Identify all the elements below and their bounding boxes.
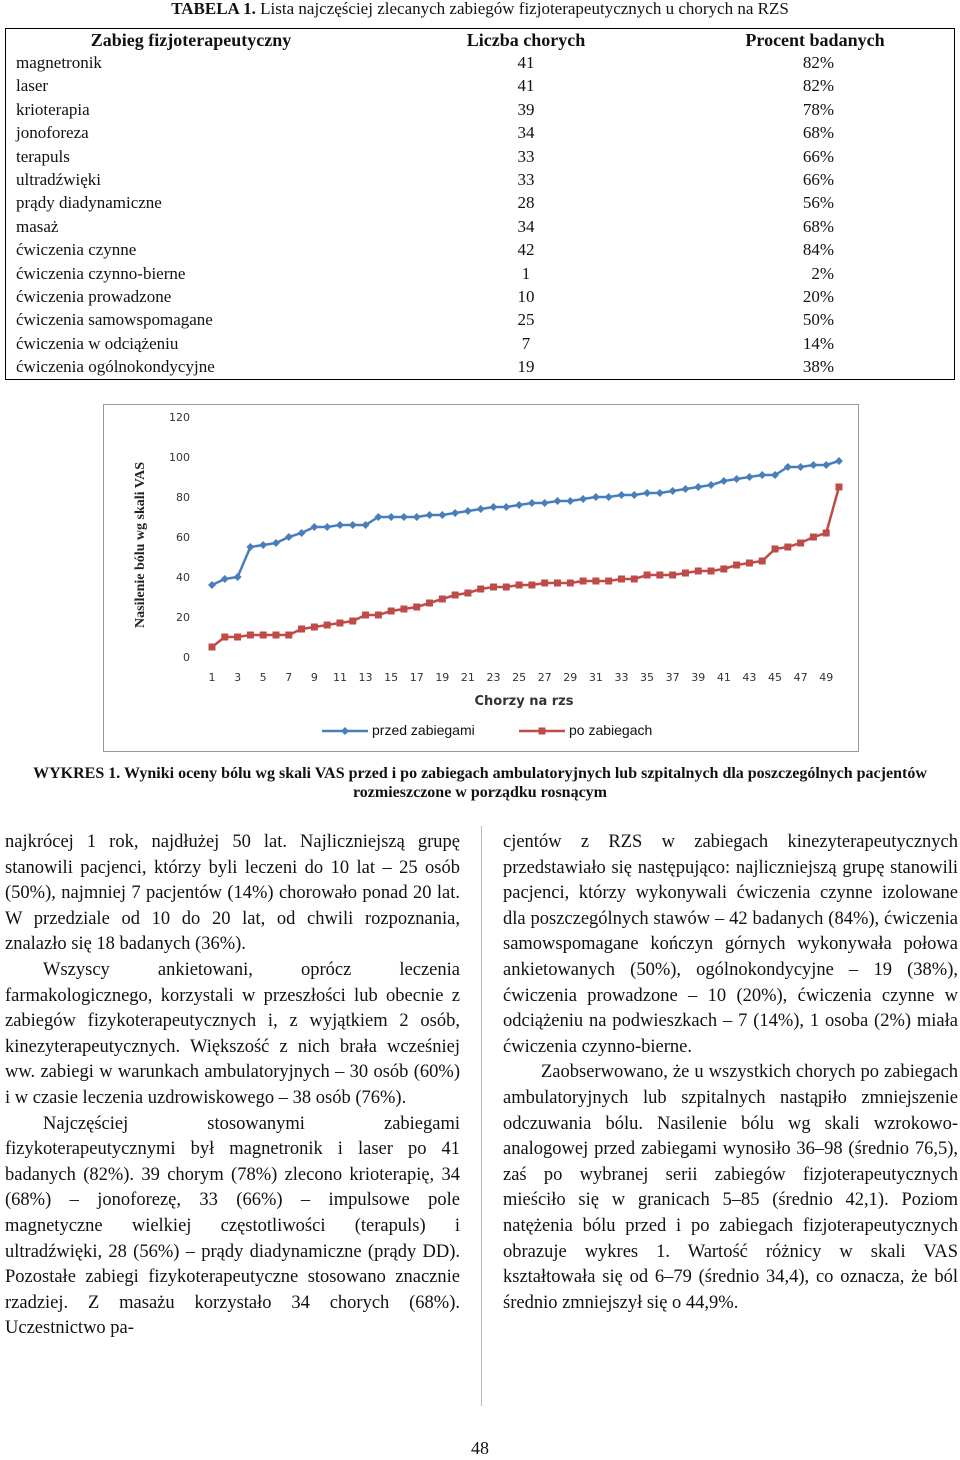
- data-point: [733, 562, 740, 569]
- data-point: [477, 586, 484, 593]
- data-point: [720, 566, 727, 573]
- data-point: [631, 576, 638, 583]
- data-point: [311, 624, 318, 631]
- percent-cell: 84%: [802, 240, 834, 260]
- table-row: [6, 355, 955, 379]
- data-point: [349, 521, 357, 529]
- left-paragraph-1: najkrócej 1 rok, najdłużej 50 lat. Najliczniejszą grupę stanowili pacjenci, którzy byli leczeni do 10 lat – 25 osób (50%), najmniej 7 pacjentów (14%) chorowało ponad 20 lat. W przedziale od 10 do 20 lat, od chwili rozpoznania, znalazło się 18 badanych (36%).: [5, 832, 460, 955]
- table-row: [6, 145, 955, 168]
- x-tick-label: 33: [614, 671, 629, 684]
- count-cell: 34: [517, 123, 535, 143]
- table-row: [6, 308, 955, 331]
- data-point: [310, 523, 318, 531]
- x-tick-label: 31: [588, 671, 603, 684]
- data-point: [541, 499, 549, 507]
- x-tick-label: 17: [409, 671, 424, 684]
- data-point: [822, 461, 830, 469]
- data-point: [209, 644, 216, 651]
- data-point: [413, 604, 420, 611]
- data-point: [553, 497, 561, 505]
- data-point: [720, 477, 728, 485]
- table-row: [6, 191, 955, 214]
- table-row: [6, 332, 955, 355]
- data-point: [605, 493, 613, 501]
- data-point: [809, 461, 817, 469]
- data-point: [208, 581, 216, 589]
- x-tick-label: 37: [665, 671, 680, 684]
- legend-marker: [341, 727, 349, 735]
- treatment-cell: krioterapia: [16, 99, 90, 119]
- data-point: [516, 582, 523, 589]
- figure-caption: [10, 764, 950, 802]
- percent-cell: 66%: [802, 146, 834, 166]
- data-point: [745, 473, 753, 481]
- percent-cell: 66%: [802, 170, 834, 190]
- data-point: [515, 501, 523, 509]
- data-point: [592, 578, 599, 585]
- y-tick-label: 80: [176, 491, 190, 504]
- data-point: [566, 497, 574, 505]
- x-tick-label: 3: [234, 671, 242, 684]
- data-point: [579, 495, 587, 503]
- data-point: [618, 576, 625, 583]
- data-point: [272, 539, 280, 547]
- data-point: [247, 632, 254, 639]
- x-tick-label: 47: [793, 671, 808, 684]
- data-point: [413, 513, 421, 521]
- data-point: [669, 572, 676, 579]
- x-tick-label: 39: [691, 671, 706, 684]
- data-point: [260, 632, 267, 639]
- data-point: [503, 584, 510, 591]
- data-point: [426, 600, 433, 607]
- treatment-cell: jonoforeza: [16, 123, 89, 143]
- x-tick-label: 41: [716, 671, 731, 684]
- percent-cell: 78%: [802, 99, 834, 119]
- table-title-text: Lista najczęściej zlecanych zabiegów fizjoterapeutycznych u chorych na RZS: [260, 0, 789, 18]
- count-cell: 41: [517, 53, 535, 72]
- data-point: [323, 523, 331, 531]
- data-point: [630, 491, 638, 499]
- data-point: [272, 632, 279, 639]
- x-tick-label: 19: [435, 671, 450, 684]
- x-tick-label: 43: [742, 671, 757, 684]
- treatment-cell: ćwiczenia w odciążeniu: [16, 333, 179, 353]
- percent-cell: 50%: [802, 310, 834, 330]
- data-point: [349, 618, 356, 625]
- treatment-cell: magnetronik: [16, 53, 102, 72]
- data-point: [426, 511, 434, 519]
- data-point: [694, 483, 702, 491]
- data-point: [464, 590, 471, 597]
- treatment-cell: ćwiczenia czynno-bierne: [16, 263, 186, 283]
- count-cell: 33: [517, 146, 535, 166]
- data-point: [772, 546, 779, 553]
- data-point: [452, 592, 459, 599]
- treatment-cell: ćwiczenia ogólnokondycyjne: [16, 357, 215, 377]
- percent-cell: 2%: [811, 263, 834, 283]
- x-tick-label: 15: [384, 671, 399, 684]
- data-point: [797, 540, 804, 547]
- table-row: [6, 121, 955, 144]
- table-row: [6, 238, 955, 261]
- percent-cell: 14%: [802, 333, 834, 353]
- x-tick-label: 23: [486, 671, 501, 684]
- data-point: [643, 489, 651, 497]
- right-paragraph-1: cjentów z RZS w zabiegach kinezyterapeutycznych przedstawiało się następująco: najliczniejszą grupę stanowili pacjenci, którzy wykonywali ćwiczenia czynne izolowane dla poszczególnych stawów – 42 badanych (84%), ćwiczenia samowspomagane kończyn górnych wykonywała połowa ankietowanych (50%), ogólnokondycyjne – 19 (38%), ćwiczenia prowadzone – 10 (20%), ćwiczenia czynne w odciążeniu na podwieszkach – 7 (14%), 1 osoba (2%) miała ćwiczenia czynno-bierne.: [503, 832, 958, 1057]
- count-cell: 19: [517, 357, 535, 377]
- x-tick-label: 13: [358, 671, 373, 684]
- count-cell: 1: [521, 263, 531, 283]
- x-tick-label: 25: [512, 671, 527, 684]
- percent-cell: 20%: [802, 287, 834, 307]
- data-point: [695, 568, 702, 575]
- data-point: [234, 634, 241, 641]
- x-tick-label: 11: [332, 671, 347, 684]
- table-row: [6, 215, 955, 238]
- data-point: [285, 533, 293, 541]
- vas-line-chart: [104, 405, 858, 751]
- series-line-1: [212, 461, 839, 585]
- data-point: [758, 471, 766, 479]
- data-point: [823, 530, 830, 537]
- table-title: [0, 0, 960, 18]
- count-cell: 28: [517, 193, 535, 213]
- x-tick-label: 45: [768, 671, 783, 684]
- data-point: [221, 634, 228, 641]
- column-divider: [481, 826, 482, 1406]
- data-point: [567, 580, 574, 587]
- data-point: [528, 582, 535, 589]
- x-tick-label: 21: [460, 671, 475, 684]
- x-tick-label: 9: [310, 671, 318, 684]
- data-point: [605, 578, 612, 585]
- table-row: [6, 262, 955, 285]
- data-point: [259, 541, 267, 549]
- data-point: [246, 543, 254, 551]
- table-row: [6, 285, 955, 308]
- x-tick-label: 5: [259, 671, 267, 684]
- table-row: [6, 51, 955, 74]
- page-number: 48: [471, 1438, 489, 1458]
- count-cell: 39: [517, 99, 535, 119]
- treatment-cell: laser: [16, 76, 49, 96]
- treatment-cell: ćwiczenia samowspomagane: [16, 310, 213, 330]
- data-point: [644, 572, 651, 579]
- data-point: [592, 493, 600, 501]
- x-tick-label: 35: [640, 671, 655, 684]
- percent-cell: 82%: [802, 76, 834, 96]
- count-cell: 25: [517, 310, 535, 330]
- data-point: [580, 578, 587, 585]
- data-point: [656, 489, 664, 497]
- data-point: [400, 513, 408, 521]
- vas-chart: [103, 404, 859, 752]
- x-tick-label: 29: [563, 671, 578, 684]
- x-tick-label: 27: [537, 671, 552, 684]
- data-point: [682, 570, 689, 577]
- data-point: [836, 484, 843, 491]
- treatment-cell: ćwiczenia prowadzone: [16, 287, 172, 307]
- y-tick-label: 60: [176, 531, 190, 544]
- treatment-cell: terapuls: [16, 146, 70, 166]
- y-tick-label: 100: [169, 451, 190, 464]
- header-treatment: Zabieg fizjoterapeutyczny: [90, 30, 292, 50]
- data-point: [784, 544, 791, 551]
- data-point: [438, 511, 446, 519]
- data-point: [439, 596, 446, 603]
- data-point: [490, 503, 498, 511]
- data-point: [759, 558, 766, 565]
- data-point: [617, 491, 625, 499]
- data-point: [502, 503, 510, 511]
- figure-label: WYKRES 1.: [33, 765, 121, 782]
- legend-label: przed zabiegami: [372, 722, 475, 738]
- treatments-table: [5, 28, 955, 380]
- data-point: [387, 513, 395, 521]
- right-paragraph-2: Zaobserwowano, że u wszystkich chorych po zabiegach ambulatoryjnych lub szpitalnych nastąpiło zmniejszenie odczuwania bólu. Nasilenie bólu wg skali wzrokowo-analogowej przed zabiegami wynosiło 36–98 (średnio 76,5), zaś po wybranej serii zabiegów fizjoterapeutycznych mieściło się w granicach 5–85 (średnio 42,1). Poziom natężenia bólu przed i po zabiegach fizjoterapeutycznych obrazuje wykres 1. Wartość różnicy w skali VAS kształtowała się od 6–79 (średnio 34,4), co oznacza, że ból średnio zmniejszył się o 44,9%.: [503, 1062, 958, 1313]
- data-point: [746, 560, 753, 567]
- count-cell: 33: [517, 170, 535, 190]
- y-axis-label: Nasilenie bólu wg skali VAS: [133, 462, 148, 628]
- data-point: [835, 457, 843, 465]
- percent-cell: 38%: [802, 357, 834, 377]
- count-cell: 41: [517, 76, 535, 96]
- data-point: [707, 481, 715, 489]
- x-tick-label: 49: [819, 671, 834, 684]
- data-point: [733, 475, 741, 483]
- left-column: [5, 830, 460, 1342]
- data-point: [375, 612, 382, 619]
- data-point: [400, 606, 407, 613]
- y-tick-label: 40: [176, 571, 190, 584]
- data-point: [656, 572, 663, 579]
- data-point: [810, 534, 817, 541]
- data-point: [490, 584, 497, 591]
- data-point: [464, 507, 472, 515]
- data-point: [285, 632, 292, 639]
- percent-cell: 68%: [802, 123, 834, 143]
- data-point: [388, 608, 395, 615]
- y-tick-label: 120: [169, 411, 190, 424]
- treatment-cell: ultradźwięki: [16, 170, 101, 190]
- table-row: [6, 74, 955, 97]
- data-point: [336, 521, 344, 529]
- count-cell: 34: [517, 216, 535, 236]
- y-tick-label: 0: [183, 651, 190, 664]
- data-point: [681, 485, 689, 493]
- data-point: [528, 499, 536, 507]
- x-tick-label: 7: [285, 671, 293, 684]
- data-point: [221, 575, 229, 583]
- right-column: [503, 830, 958, 1316]
- table-header-row: [6, 29, 955, 52]
- data-point: [554, 580, 561, 587]
- count-cell: 10: [517, 287, 535, 307]
- treatment-cell: prądy diadynamiczne: [16, 193, 162, 213]
- legend-marker: [539, 728, 546, 735]
- y-tick-label: 20: [176, 611, 190, 624]
- header-count: Liczba chorych: [466, 30, 586, 50]
- table-row: [6, 168, 955, 191]
- treatment-cell: masaż: [16, 216, 59, 236]
- data-point: [708, 568, 715, 575]
- count-cell: 42: [517, 240, 535, 260]
- data-point: [362, 612, 369, 619]
- series-line-2: [212, 487, 839, 647]
- percent-cell: 68%: [802, 216, 834, 236]
- left-paragraph-3: Najczęściej stosowanymi zabiegami fizykoterapeutycznymi był magnetronik i laser po 41 badanych (82%). 39 chorym (78%) zlecono krioterapię, 34 (68%) – jonoforezę, 33 (66%) – impulsowe pole magnetyczne wielkiej częstotliwości (terapuls) i ultradźwięki, 28 (56%) – prądy diadynamiczne (prądy DD). Pozostałe zabiegi fizykoterapeutyczne stosowano znacznie rzadziej. Z masażu korzystało 34 chorych (68%). Uczestnictwo pa-: [5, 1113, 460, 1339]
- data-point: [234, 573, 242, 581]
- x-tick-label: 1: [208, 671, 216, 684]
- percent-cell: 56%: [802, 193, 834, 213]
- treatment-cell: ćwiczenia czynne: [16, 240, 137, 260]
- table-row: [6, 98, 955, 121]
- percent-cell: 82%: [802, 53, 834, 72]
- data-point: [298, 529, 306, 537]
- data-point: [298, 626, 305, 633]
- data-point: [477, 505, 485, 513]
- data-point: [451, 509, 459, 517]
- header-percent: Procent badanych: [745, 30, 885, 50]
- data-point: [336, 620, 343, 627]
- left-paragraph-2: Wszyscy ankietowani, oprócz leczenia farmakologicznego, korzystali w przeszłości lub obecnie z zabiegów fizykoterapeutycznych i, z wyjątkiem 2 osób, kinezyterapeutycznych. Większość z nich brała wcześniej ww. zabiegi w warunkach ambulatoryjnych – 30 osób (60%) i w czasie leczenia uzdrowiskowego – 38 osób (76%).: [5, 959, 460, 1108]
- data-point: [797, 463, 805, 471]
- figure-caption-text: Wyniki oceny bólu wg skali VAS przed i po zabiegach ambulatoryjnych lub szpitalnych dla poszczególnych pacjentów rozmieszczone w porządku rosnącym: [123, 765, 927, 801]
- count-cell: 7: [521, 333, 531, 353]
- table-label: TABELA 1.: [171, 0, 256, 18]
- x-axis-label: Chorzy na rzs: [474, 694, 574, 709]
- data-point: [324, 622, 331, 629]
- legend-label: po zabiegach: [569, 722, 653, 738]
- data-point: [541, 580, 548, 587]
- data-point: [669, 487, 677, 495]
